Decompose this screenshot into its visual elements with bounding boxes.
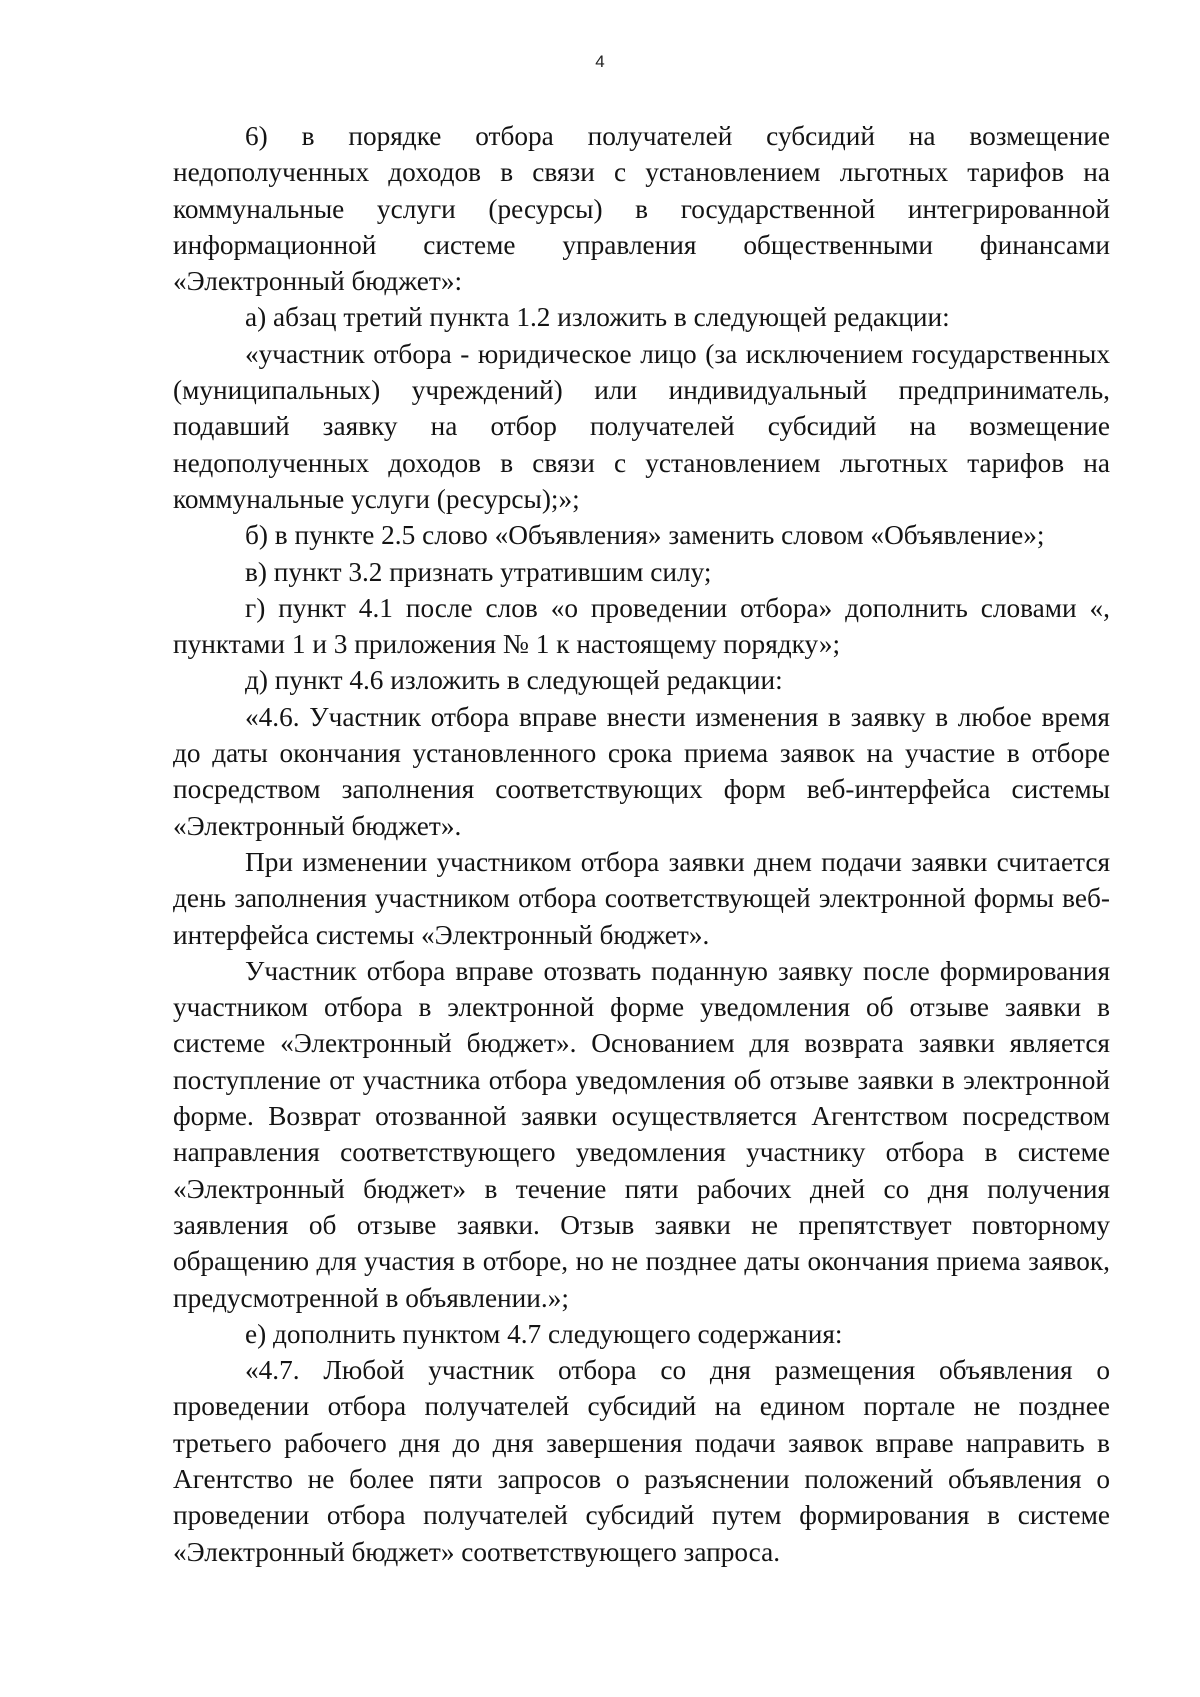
paragraph-item-d: д) пункт 4.6 изложить в следующей редакции: [245,665,783,696]
paragraph-item-b: б) в пункте 2.5 слово «Объявления» заменить словом «Объявление»; [245,520,1045,551]
paragraph-clause-4-7: «4.7. Любой участник отбора со дня размещения объявления о проведении отбора получателей субсидий на едином портале не позднее третьего рабочего дня до дня завершения подачи заявок вправе направить в Агентство не более пяти запросов о разъяснении положений объявления о проведении отбора получателей субсидий путем формирования в системе «Электронный бюджет» соответствующего запроса. [173,1355,1110,1567]
paragraph-item-v: в) пункт 3.2 признать утратившим силу; [245,556,712,587]
paragraph-item-e: е) дополнить пунктом 4.7 следующего содержания: [245,1318,843,1349]
paragraph-application-withdrawal: Участник отбора вправе отозвать поданную заявку после формирования участником отбора в электронной форме уведомления об отзыве заявки в системе «Электронный бюджет». Основанием для возврата заявки является поступление от участника отбора уведомления об отзыве заявки в электронной форме. Возврат отозванной заявки осуществляется Агентством посредством направления соответствующего уведомления участнику отбора в системе «Электронный бюджет» в течение пяти рабочих дней со дня получения заявления об отзыве заявки. Отзыв заявки не препятствует повторному обращению для участия в отборе, но не позднее даты окончания приема заявок, предусмотренной в объявлении.»; [173,955,1110,1313]
paragraph-subsidy-selection-order: 6) в порядке отбора получателей субсидий на возмещение недополученных доходов в связи с установлением льготных тарифов на коммунальные услуги (ресурсы) в государственной интегрированной информационной системе управления общественными финансами «Электронный бюджет»: [173,121,1110,297]
document-body [173,118,1110,1570]
paragraph-participant-definition: «участник отбора - юридическое лицо (за исключением государственных (муниципальных) учреждений) или индивидуальный предприниматель, подавший заявку на отбор получателей субсидий на возмещение недополученных доходов в связи с установлением льготных тарифов на коммунальные услуги (ресурсы);»; [173,338,1110,514]
paragraph-item-g: г) пункт 4.1 после слов «о проведении отбора» дополнить словами «, пунктами 1 и 3 приложения № 1 к настоящему порядку»; [173,592,1110,660]
page-number: 4 [595,52,605,71]
paragraph-application-change: При изменении участником отбора заявки днем подачи заявки считается день заполнения участником отбора соответствующей электронной формы веб-интерфейса системы «Электронный бюджет». [173,846,1110,950]
paragraph-item-a: а) абзац третий пункта 1.2 изложить в следующей редакции: [245,302,950,333]
paragraph-clause-4-6: «4.6. Участник отбора вправе внести изменения в заявку в любое время до даты окончания установленного срока приема заявок на участие в отборе посредством заполнения соответствующих форм веб-интерфейса системы «Электронный бюджет». [173,701,1110,841]
